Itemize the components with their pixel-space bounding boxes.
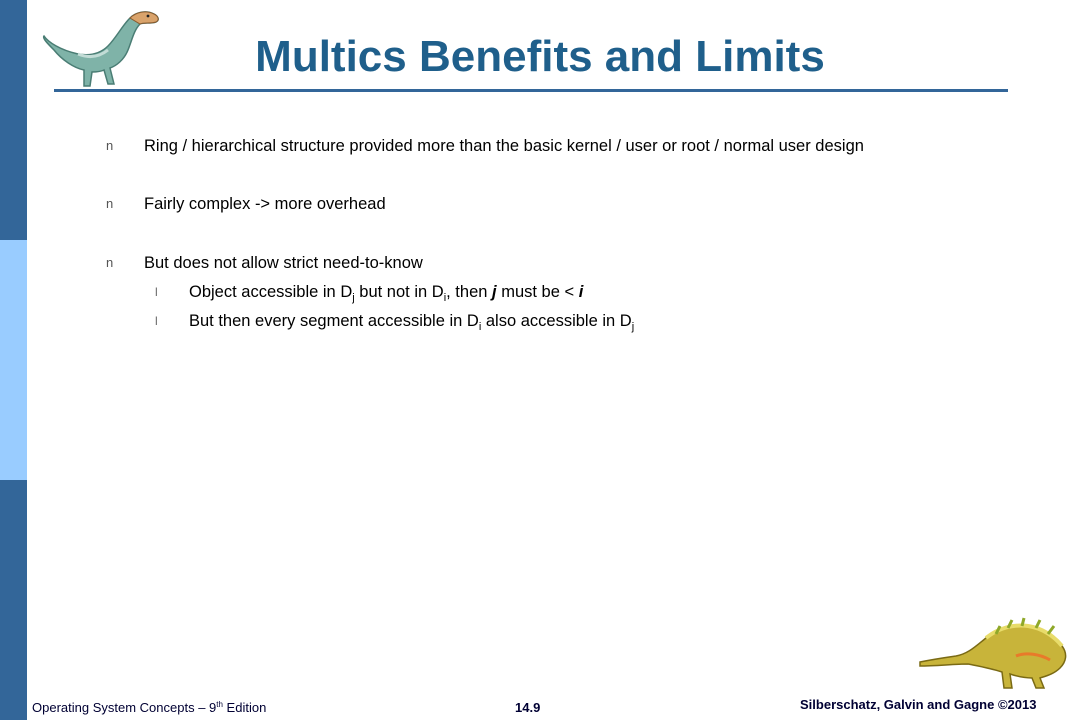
text-segment: but not in D [354,283,444,301]
sub-bullet-text [189,282,583,308]
subscript: j [631,321,635,333]
bullet-text: Fairly complex -> more overhead [144,195,386,213]
subscript: i [443,292,447,304]
sub-bullet-marker: l [155,314,158,328]
emphasis: j [492,283,497,301]
title-divider [54,89,1008,92]
footer-text: Operating System Concepts – 9 [32,700,217,715]
side-band-middle [0,240,27,480]
subscript: i [478,321,482,333]
bullet-text: But does not allow strict need-to-know [144,254,423,272]
copyright: Silberschatz, Galvin and Gagne ©2013 [800,697,1037,712]
text-segment: also accessible in D [481,312,632,330]
sub-bullet-text [189,311,634,337]
page-number: 14.9 [515,700,541,715]
side-band-bottom [0,480,27,720]
text-segment: , then [446,283,493,301]
dinosaur-footer-icon [916,616,1070,690]
subscript: j [352,292,355,304]
bullet-marker: n [106,138,114,153]
text-segment: must be < [496,283,579,301]
footer-superscript: th [216,700,223,709]
emphasis: i [578,283,584,301]
bullet-text: Ring / hierarchical structure provided more than the basic kernel / user or root / normal user design [144,137,864,155]
footer-text: Edition [222,700,267,715]
bullet-marker: n [106,196,114,211]
slide-title: Multics Benefits and Limits [255,32,825,81]
sub-bullet-marker: l [155,285,158,299]
text-segment: Object accessible in D [189,283,353,301]
text-segment: But then every segment accessible in D [189,312,479,330]
bullet-marker: n [106,255,114,270]
footer-book-title [32,700,266,715]
